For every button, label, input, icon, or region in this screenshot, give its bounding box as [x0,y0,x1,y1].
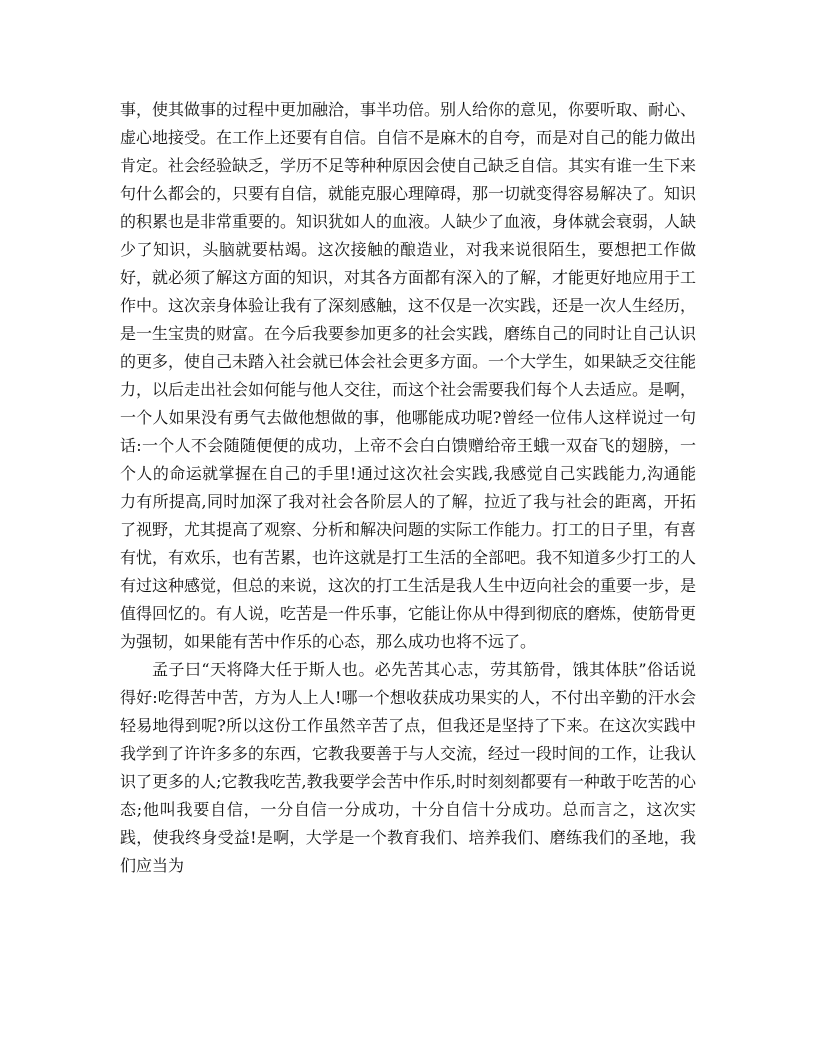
document-body [120,96,696,880]
paragraph-2: 孟子曰“天将降大任于斯人也。必先苦其心志，劳其筋骨，饿其体肤”俗话说得好:吃得苦中苦，方为人上人!哪一个想收获成功果实的人，不付出辛勤的汗水会轻易地得到呢?所以这份工作虽然辛苦了点，但我还是坚持了下来。在这次实践中我学到了许许多多的东西，它教我要善于与人交流，经过一段时间的工作，让我认识了更多的人;它教我吃苦,教我要学会苦中作乐,时时刻刻都要有一种敢于吃苦的心态;他叫我要自信，一分自信一分成功，十分自信十分成功。总而言之，这次实践，使我终身受益!是啊，大学是一个教育我们、培养我们、磨练我们的圣地，我们应当为 [120,660,697,875]
paragraph-1: 事，使其做事的过程中更加融洽，事半功倍。别人给你的意见，你要听取、耐心、虚心地接受。在工作上还要有自信。自信不是麻木的自夸，而是对自己的能力做出肯定。社会经验缺乏，学历不足等种种原因会使自己缺乏自信。其实有谁一生下来句什么都会的，只要有自信，就能克服心理障碍，那一切就变得容易解决了。知识的积累也是非常重要的。知识犹如人的血液。人缺少了血液，身体就会衰弱，人缺少了知识，头脑就要枯竭。这次接触的酿造业，对我来说很陌生，要想把工作做好，就必须了解这方面的知识，对其各方面都有深入的了解，才能更好地应用于工作中。这次亲身体验让我有了深刻感触，这不仅是一次实践，还是一次人生经历，是一生宝贵的财富。在今后我要参加更多的社会实践，磨练自己的同时让自己认识的更多，使自己未踏入社会就已体会社会更多方面。一个大学生，如果缺乏交往能力，以后走出社会如何能与他人交往，而这个社会需要我们每个人去适应。是啊，一个人如果没有勇气去做他想做的事，他哪能成功呢?曾经一位伟人这样说过一句话:一个人不会随随便便的成功，上帝不会白白馈赠给帝王蛾一双奋飞的翅膀，一个人的命运就掌握在自己的手里!通过这次社会实践,我感觉自己实践能力,沟通能力有所提高,同时加深了我对社会各阶层人的了解，拉近了我与社会的距离，开拓了视野，尤其提高了观察、分析和解决问题的实际工作能力。打工的日子里，有喜有忧，有欢乐，也有苦累，也许这就是打工生活的全部吧。我不知道多少打工的人有过这种感觉，但总的来说，这次的打工生活是我人生中迈向社会的重要一步，是值得回忆的。有人说，吃苦是一件乐事，它能让你从中得到彻底的磨炼，使筋骨更为强韧，如果能有苦中作乐的心态，那么成功也将不远了。 [120,100,697,651]
